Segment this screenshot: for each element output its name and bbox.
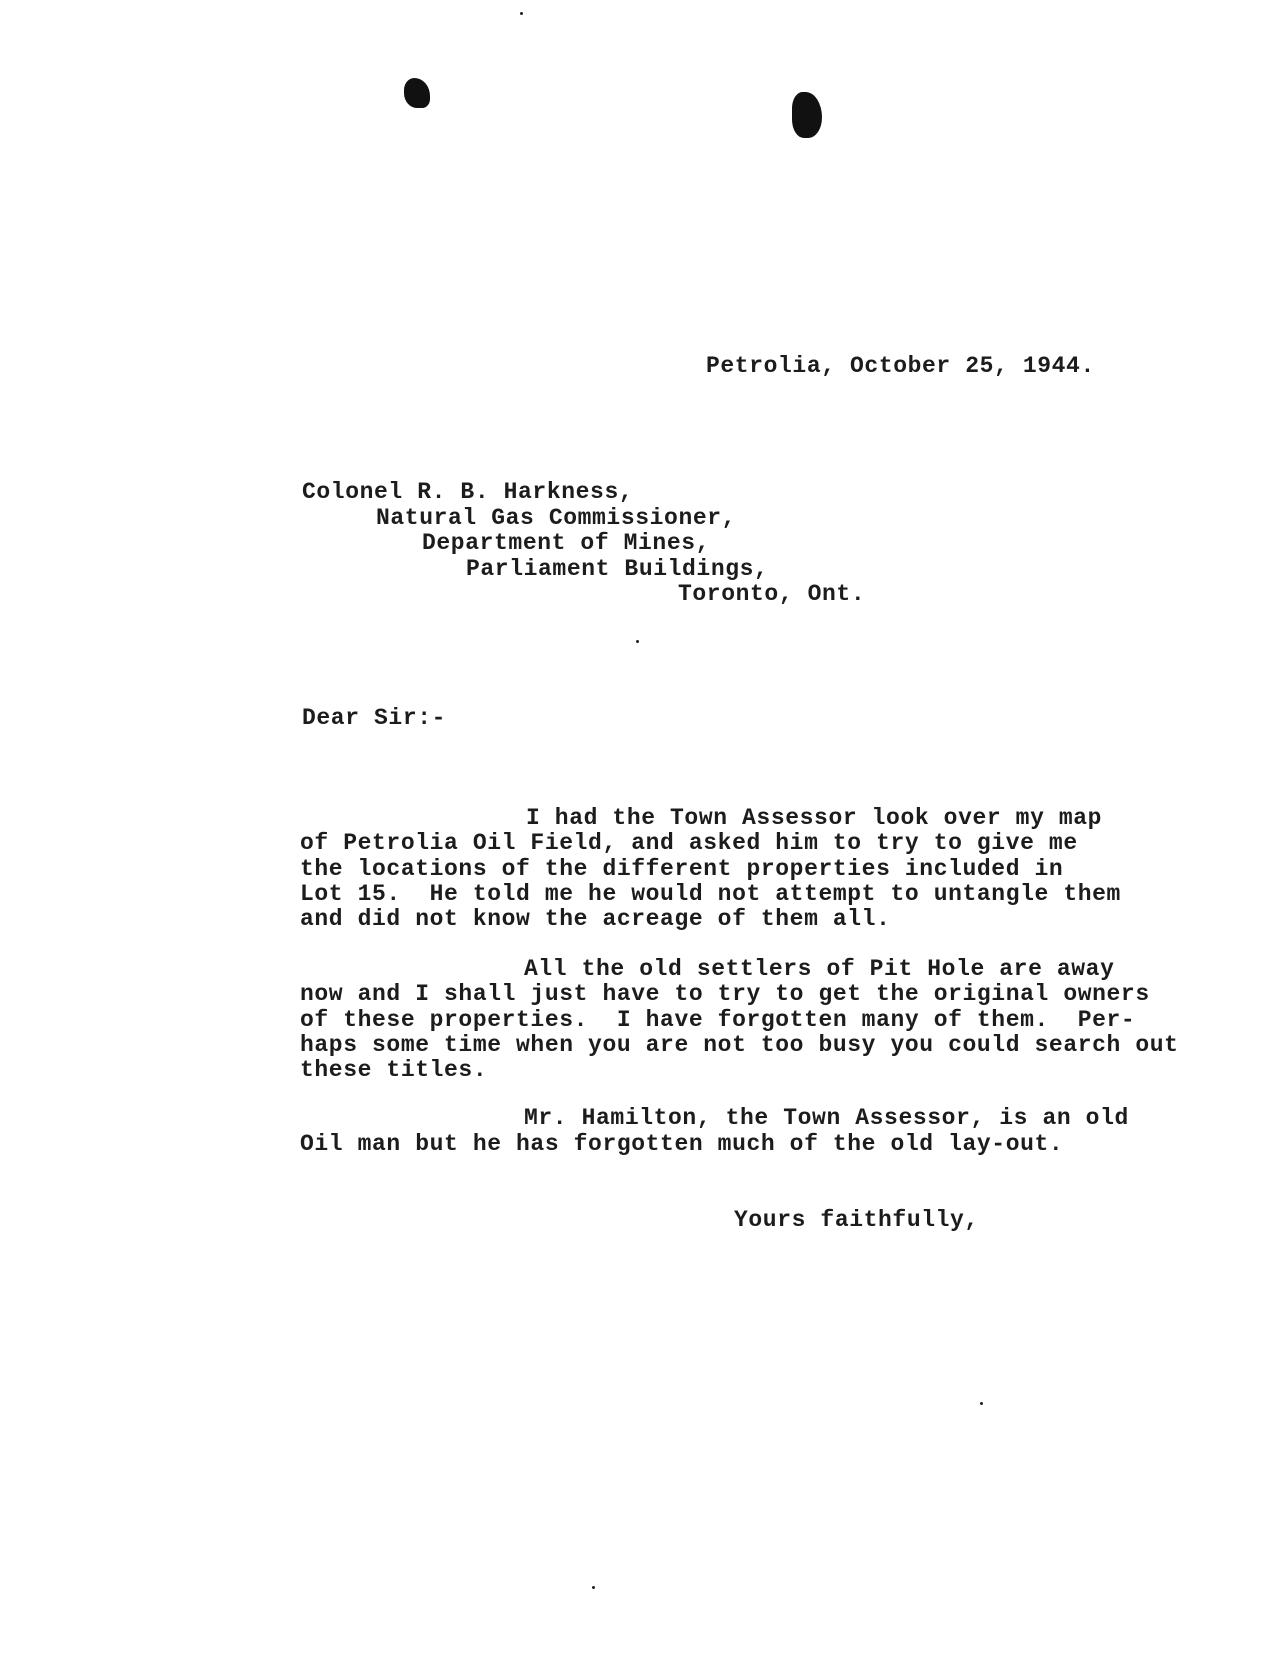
paragraph-1-line-5: and did not know the acreage of them all.	[300, 906, 891, 932]
addressee-line-1: Colonel R. B. Harkness,	[302, 479, 634, 505]
punch-hole-mark-left	[404, 78, 430, 108]
paragraph-2-line-2: now and I shall just have to try to get the original owners	[300, 981, 1150, 1007]
salutation: Dear Sir:-	[302, 705, 447, 731]
paragraph-1-line-3: the locations of the different properties included in	[300, 856, 1064, 882]
closing: Yours faithfully,	[734, 1207, 979, 1233]
addressee-line-5: Toronto, Ont.	[678, 581, 866, 607]
paragraph-2-line-3: of these properties. I have forgotten many of them. Per-	[300, 1007, 1136, 1033]
addressee-line-4: Parliament Buildings,	[466, 556, 769, 582]
ink-speck	[520, 12, 523, 15]
paragraph-2-line-5: these titles.	[300, 1057, 488, 1083]
paragraph-2-line-1: All the old settlers of Pit Hole are away	[524, 956, 1115, 982]
ink-speck	[592, 1586, 595, 1589]
punch-hole-mark-right	[792, 92, 822, 138]
ink-speck	[980, 1402, 983, 1405]
addressee-line-3: Department of Mines,	[422, 530, 711, 556]
paragraph-1-line-2: of Petrolia Oil Field, and asked him to try to give me	[300, 830, 1078, 856]
addressee-line-2: Natural Gas Commissioner,	[376, 505, 737, 531]
paragraph-1-line-1: I had the Town Assessor look over my map	[526, 805, 1103, 831]
paragraph-3-line-1: Mr. Hamilton, the Town Assessor, is an old	[524, 1105, 1129, 1131]
letter-date: Petrolia, October 25, 1944.	[706, 353, 1095, 379]
ink-speck	[636, 640, 639, 643]
paragraph-1-line-4: Lot 15. He told me he would not attempt to untangle them	[300, 881, 1121, 907]
paragraph-3-line-2: Oil man but he has forgotten much of the old lay-out.	[300, 1131, 1064, 1157]
paragraph-2-line-4: haps some time when you are not too busy you could search out	[300, 1032, 1179, 1058]
